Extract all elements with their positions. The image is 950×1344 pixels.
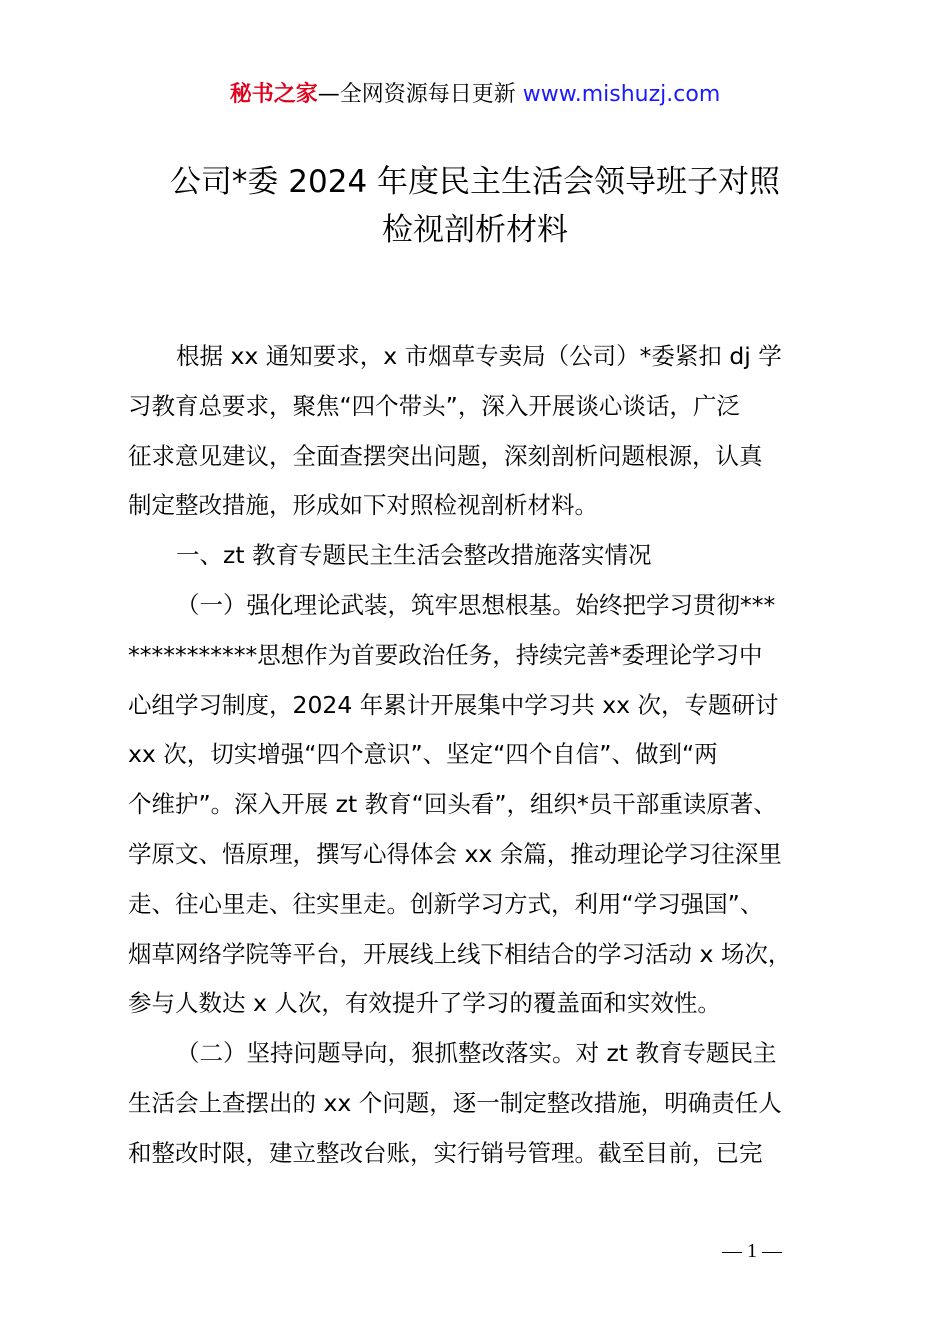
document-body [128,332,838,1179]
subsection-1-line: ***********思想作为首要政治任务，持续完善*委理论学习中 [128,640,763,669]
subsection-1-line: （一）强化理论武装，筑牢思想根基。始终把学习贯彻*** [176,590,776,619]
subsection-2-line: 和整改时限，建立整改台账，实行销号管理。截至目前，已完 [128,1138,763,1167]
subsection-1-line: 心组学习制度，2024 年累计开展集中学习共 xx 次，专题研讨 [128,690,779,719]
title-line-2: 检视剖析材料 [382,212,568,248]
paragraph-1-line: 征求意见建议，全面查摆突出问题，深刻剖析问题根源，认真 [128,441,763,470]
subsection-1-line: 烟草网络学院等平台，开展线上线下相结合的学习活动 x 场次， [128,939,792,968]
page-number: — 1 — [722,1240,782,1262]
paragraph-1-line: 制定整改措施，形成如下对照检视剖析材料。 [128,491,598,520]
site-header [0,78,950,112]
subsection-1-line: 参与人数达 x 人次，有效提升了学习的覆盖面和实效性。 [128,989,721,1018]
subsection-1-line: 学原文、悟原理，撰写心得体会 xx 余篇，推动理论学习往深里 [128,839,782,868]
site-url-link[interactable]: www.mishuzj.com [522,82,721,107]
paragraph-1-line: 根据 xx 通知要求，x 市烟草专卖局（公司）*委紧扣 dj 学 [176,342,782,370]
document-title [60,158,890,254]
subsection-1-line: 个维护”。深入开展 zt 教育“回头看”，组织*员干部重读原著、 [128,790,777,819]
title-line-1: 公司*委 2024 年度民主生活会领导班子对照 [169,164,781,200]
subsection-2-line: （二）坚持问题导向，狠抓整改落实。对 zt 教育专题民主 [176,1039,777,1068]
site-tagline: —全网资源每日更新 [317,82,523,107]
site-brand: 秘书之家 [229,82,318,107]
section-heading-1: 一、zt 教育专题民主生活会整改措施落实情况 [176,541,652,570]
subsection-1-line: 走、往心里走、往实里走。创新学习方式，利用“学习强国”、 [128,889,764,918]
subsection-1-line: xx 次，切实增强“四个意识”、坚定“四个自信”、做到“两 [128,740,718,769]
subsection-2-line: 生活会上查摆出的 xx 个问题，逐一制定整改措施，明确责任人 [128,1088,782,1117]
paragraph-1-line: 习教育总要求，聚焦“四个带头”，深入开展谈心谈话，广泛 [128,391,740,420]
